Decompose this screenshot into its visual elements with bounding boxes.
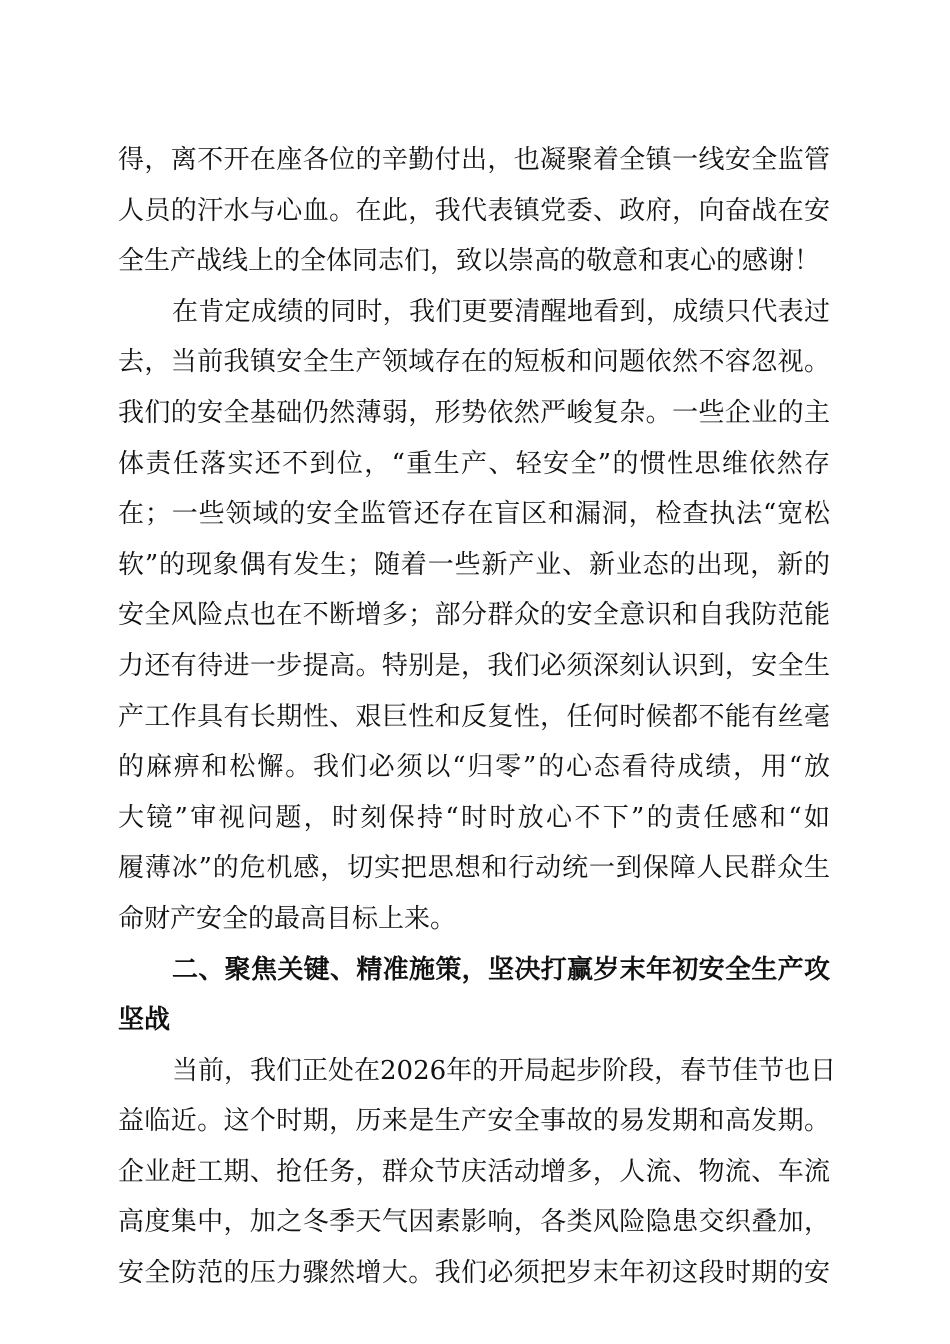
text-line: 全生产战线上的全体同志们，致以崇高的敬意和衷心的感谢！ [118, 246, 821, 277]
text-line: 履薄冰”的危机感，切实把思想和行动统一到保障人民群众生 [118, 853, 830, 884]
text-line: 力还有待进一步提高。特别是，我们必须深刻认识到，安全生 [118, 650, 830, 681]
text-line: 得，离不开在座各位的辛勤付出，也凝聚着全镇一线安全监管 [118, 145, 830, 175]
text-line: 企业赶工期、抢任务，群众节庆活动增多，人流、物流、车流 [118, 1156, 830, 1187]
section-heading [118, 945, 830, 1046]
text-line: 人员的汗水与心血。在此，我代表镇党委、政府，向奋战在安 [118, 195, 830, 226]
text-line: 益临近。这个时期，历来是生产安全事故的易发期和高发期。 [118, 1106, 830, 1137]
paragraph [118, 287, 830, 945]
text-line: 的麻痹和松懈。我们必须以“归零”的心态看待成绩，用“放 [118, 752, 830, 783]
text-line: 去，当前我镇安全生产领域存在的短板和问题依然不容忽视。 [118, 347, 830, 378]
document-page [118, 135, 837, 1299]
text-line: 二、聚焦关键、精准施策，坚决打赢岁末年初安全生产攻 [172, 954, 830, 985]
text-line: 命财产安全的最高目标上来。 [118, 903, 457, 934]
text-line: 在；一些领域的安全监管还存在盲区和漏洞，检查执法“宽松 [118, 499, 830, 530]
text-line: 产工作具有长期性、艰巨性和反复性，任何时候都不能有丝毫 [118, 701, 830, 732]
paragraph [118, 135, 830, 287]
paragraph [118, 1046, 837, 1299]
text-line: 在肯定成绩的同时，我们更要清醒地看到，成绩只代表过 [172, 296, 830, 327]
text-line: 当前，我们正处在2026年的开局起步阶段，春节佳节也日 [172, 1055, 837, 1086]
text-line: 软”的现象偶有发生；随着一些新产业、新业态的出现，新的 [118, 549, 830, 580]
text-line: 体责任落实还不到位，“重生产、轻安全”的惯性思维依然存 [118, 448, 830, 479]
text-line: 大镜”审视问题，时刻保持“时时放心不下”的责任感和“如 [118, 802, 830, 833]
text-line: 安全风险点也在不断增多；部分群众的安全意识和自我防范能 [118, 600, 830, 631]
text-line: 坚战 [118, 1005, 171, 1036]
text-line: 我们的安全基础仍然薄弱，形势依然严峻复杂。一些企业的主 [118, 397, 830, 428]
text-line: 高度集中，加之冬季天气因素影响，各类风险隐患交织叠加， [118, 1207, 830, 1238]
text-line: 安全防范的压力骤然增大。我们必须把岁末年初这段时期的安 [118, 1258, 830, 1289]
